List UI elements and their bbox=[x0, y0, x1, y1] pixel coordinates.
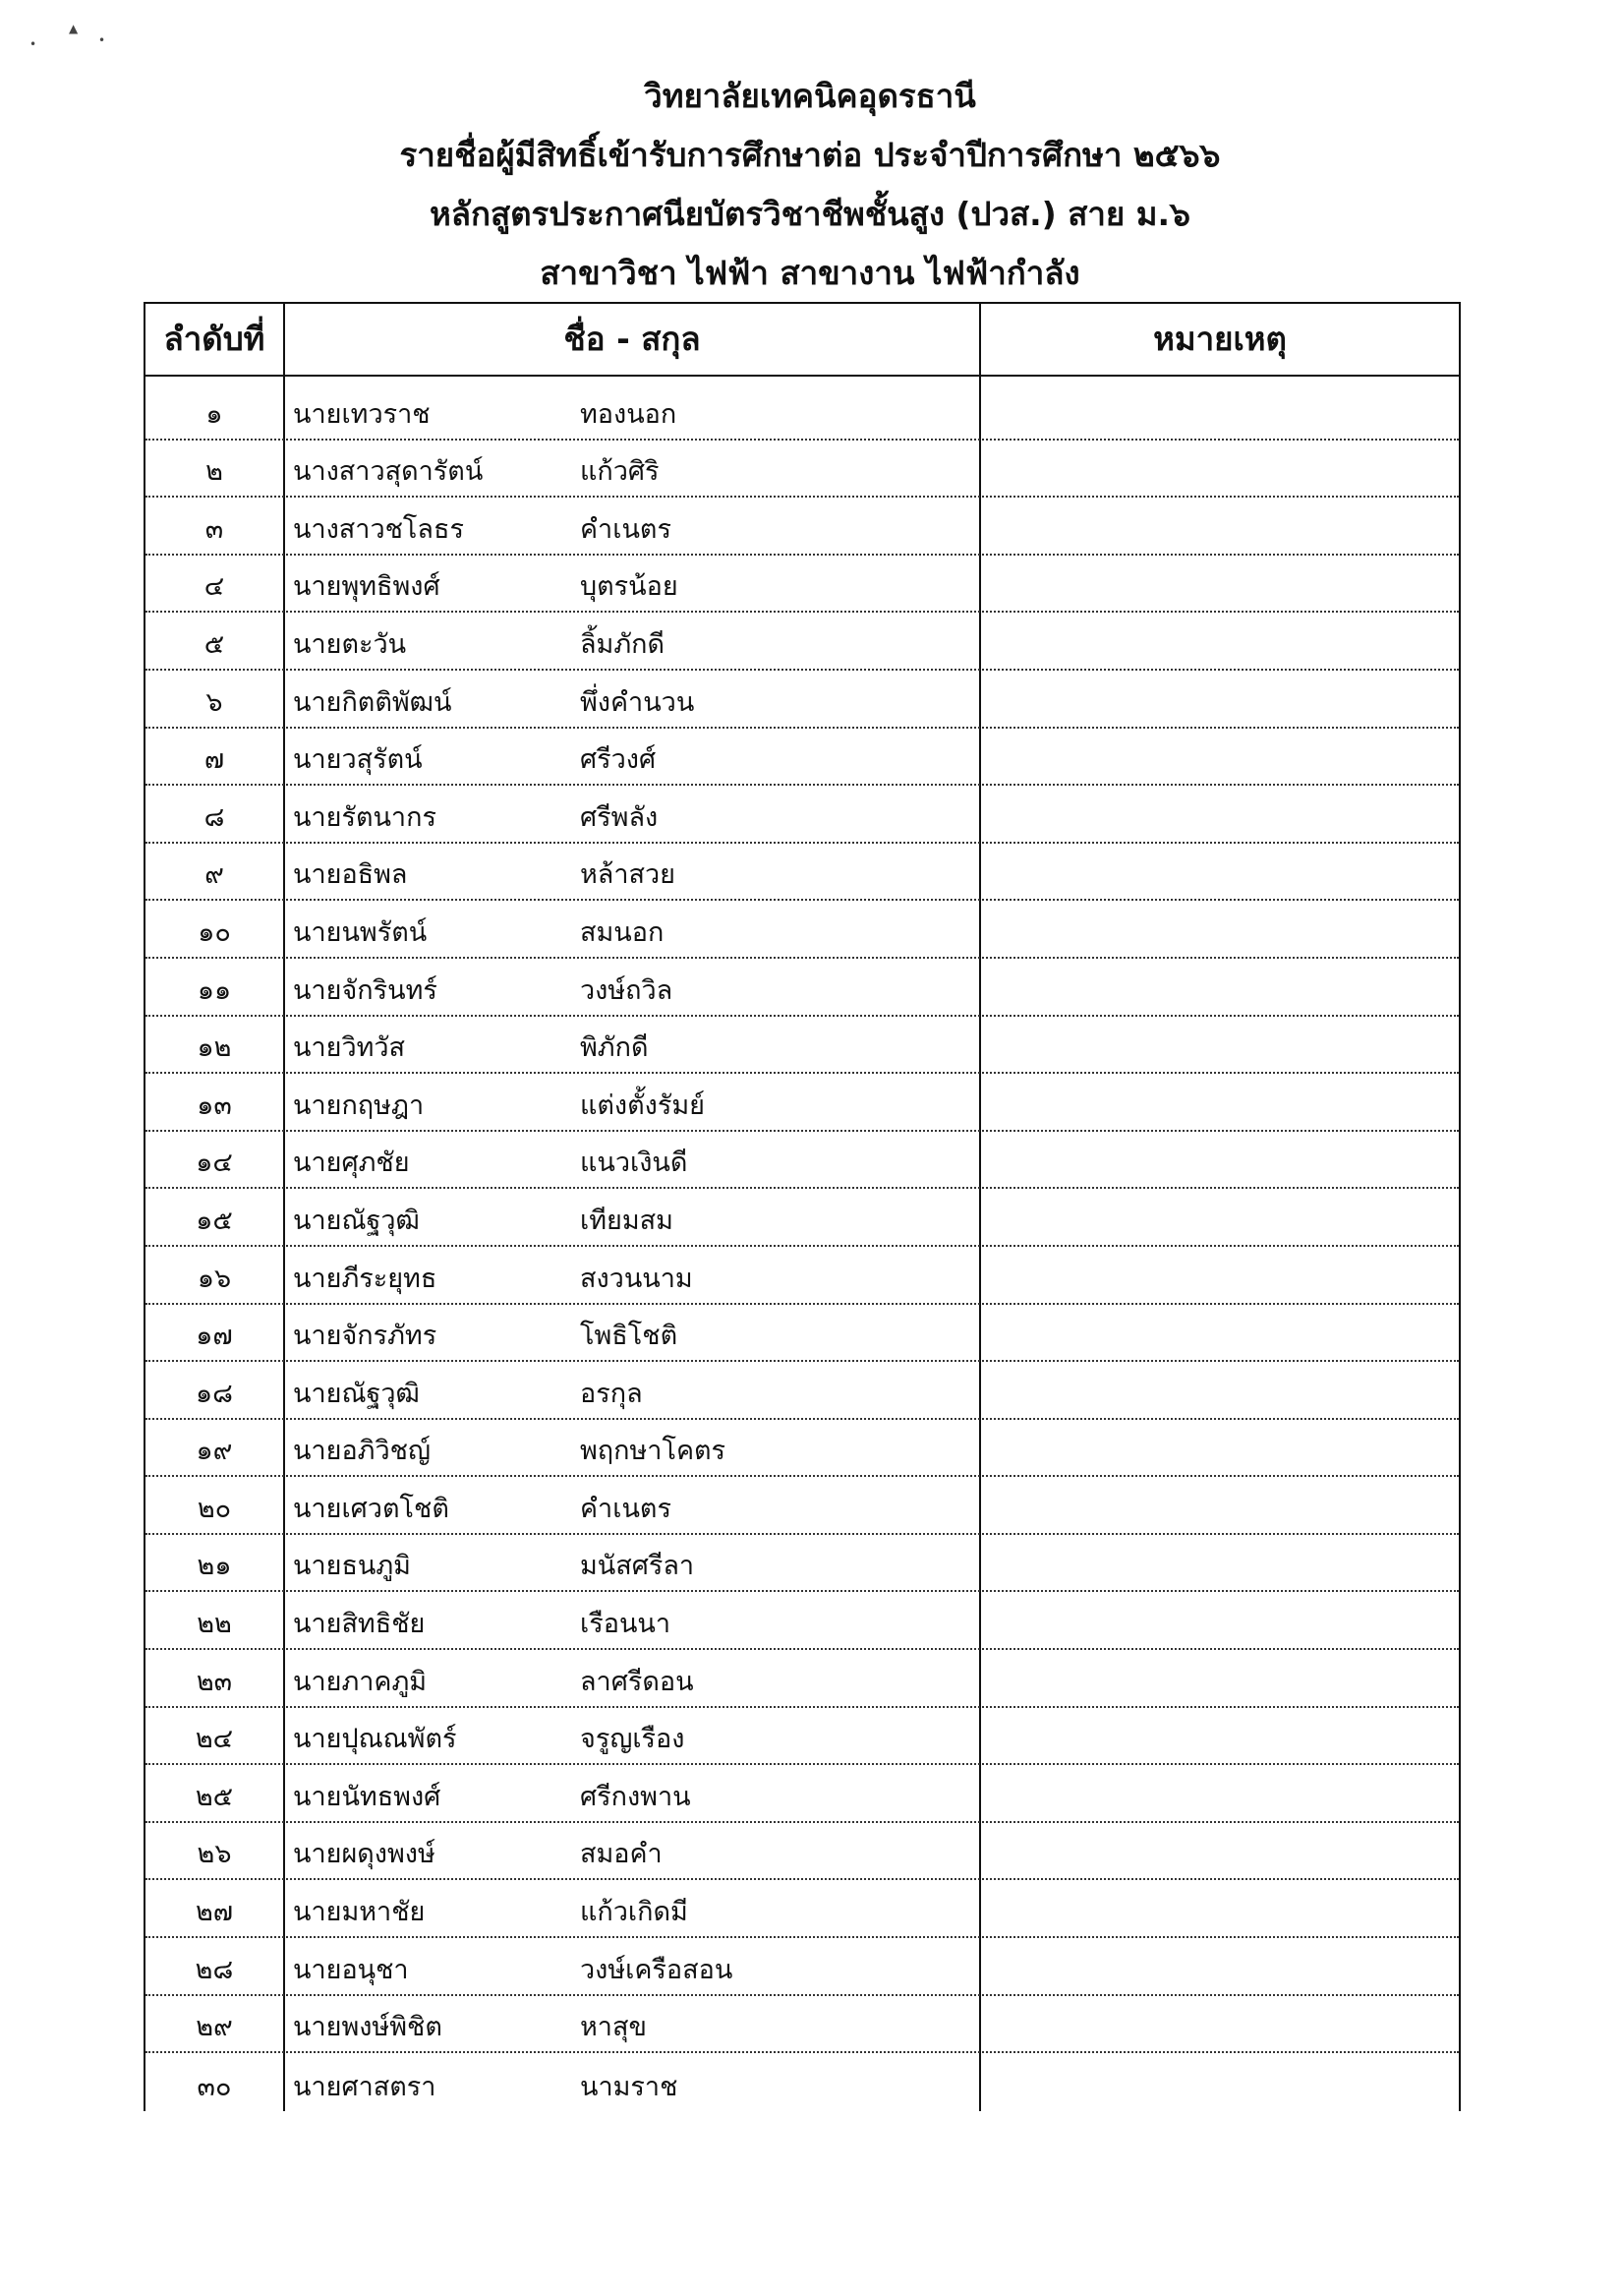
row-first-name: นายตะวัน bbox=[293, 628, 407, 660]
row-number: ๒๑ bbox=[197, 1551, 232, 1582]
row-first-name: นายณัฐวุฒิ bbox=[293, 1205, 420, 1236]
row-last-name: โพธิโชติ bbox=[580, 1321, 678, 1352]
row-last-name: พฤกษาโคตร bbox=[580, 1436, 726, 1467]
row-number: ๒ bbox=[205, 456, 223, 488]
table-row bbox=[145, 1362, 1459, 1420]
row-last-name: เรือนนา bbox=[580, 1609, 671, 1640]
row-number: ๑๑ bbox=[197, 974, 232, 1006]
row-number: ๔ bbox=[203, 571, 225, 603]
table-row bbox=[145, 1996, 1459, 2054]
row-first-name: นายนัทธพงศ์ bbox=[293, 1781, 441, 1812]
table-row bbox=[145, 1189, 1459, 1247]
row-number: ๒๐ bbox=[197, 1493, 232, 1524]
header-name: ชื่อ - สกุล bbox=[563, 320, 701, 358]
row-first-name: นายจักรินทร์ bbox=[293, 974, 437, 1006]
table-row bbox=[145, 1765, 1459, 1823]
table-row bbox=[145, 959, 1459, 1017]
row-number: ๒๗ bbox=[195, 1897, 234, 1928]
document-header bbox=[0, 67, 1620, 303]
row-first-name: นายณัฐวุฒิ bbox=[293, 1378, 420, 1409]
row-last-name: วงษ์ถวิล bbox=[580, 974, 673, 1006]
row-number: ๓๐ bbox=[197, 2071, 232, 2102]
row-number: ๑๕ bbox=[196, 1205, 233, 1236]
row-last-name: อรกุล bbox=[580, 1378, 643, 1409]
header-number: ลำดับที่ bbox=[163, 320, 265, 358]
table-row bbox=[145, 383, 1459, 441]
roster-table bbox=[144, 302, 1461, 2111]
table-row bbox=[145, 1477, 1459, 1535]
table-row bbox=[145, 786, 1459, 844]
row-first-name: นายวิทวัส bbox=[293, 1032, 406, 1064]
row-first-name: นายนพรัตน์ bbox=[293, 916, 428, 948]
row-number: ๑๙ bbox=[196, 1436, 233, 1467]
row-first-name: นางสาวชโลธร bbox=[293, 513, 464, 545]
scan-speck: • bbox=[98, 33, 106, 47]
table-row bbox=[145, 1650, 1459, 1708]
row-first-name: นายกฤษฎา bbox=[293, 1089, 425, 1121]
row-last-name: ศรีกงพาน bbox=[580, 1781, 691, 1812]
table-row bbox=[145, 1247, 1459, 1305]
row-number: ๒๔ bbox=[195, 1724, 234, 1755]
row-number: ๒๘ bbox=[195, 1954, 234, 1985]
row-number: ๑๘ bbox=[196, 1378, 233, 1409]
table-row bbox=[145, 1017, 1459, 1075]
row-last-name: เทียมสม bbox=[580, 1205, 673, 1236]
table-row bbox=[145, 1132, 1459, 1190]
row-first-name: นายมหาชัย bbox=[293, 1897, 426, 1928]
table-row bbox=[145, 1535, 1459, 1593]
row-number: ๑๔ bbox=[196, 1148, 233, 1179]
table-row bbox=[145, 671, 1459, 729]
row-number: ๑๓ bbox=[197, 1089, 232, 1121]
row-number: ๒๓ bbox=[196, 1666, 233, 1697]
row-first-name: นายพงษ์พิชิต bbox=[293, 2012, 442, 2043]
row-first-name: นายเศวตโชติ bbox=[293, 1493, 449, 1524]
row-last-name: ศรีพลัง bbox=[580, 801, 659, 833]
row-last-name: จรูญเรือง bbox=[580, 1724, 685, 1755]
college-name: วิทยาลัยเทคนิคอุดรธานี bbox=[644, 77, 976, 115]
table-row bbox=[145, 441, 1459, 499]
row-last-name: แก้วศิริ bbox=[580, 456, 660, 488]
row-number: ๑๗ bbox=[196, 1321, 233, 1352]
row-number: ๓ bbox=[204, 513, 224, 545]
program-title: หลักสูตรประกาศนียบัตรวิชาชีพชั้นสูง (ปวส.) สาย ม.๖ bbox=[430, 195, 1190, 233]
row-last-name: พึ่งคำนวน bbox=[580, 686, 695, 718]
row-number: ๑๒ bbox=[197, 1032, 232, 1064]
row-last-name: สมอคำ bbox=[580, 1839, 663, 1870]
row-first-name: นายอนุชา bbox=[293, 1954, 409, 1985]
table-row bbox=[145, 1823, 1459, 1881]
table-row bbox=[145, 1592, 1459, 1650]
table-row bbox=[145, 901, 1459, 959]
row-last-name: สมนอก bbox=[580, 916, 665, 948]
row-first-name: นายผดุงพงษ์ bbox=[293, 1839, 435, 1870]
row-first-name: นายศุภชัย bbox=[293, 1148, 410, 1179]
table-row bbox=[145, 498, 1459, 556]
table-row bbox=[145, 1708, 1459, 1766]
table-row bbox=[145, 1305, 1459, 1363]
row-last-name: หาสุข bbox=[580, 2012, 647, 2043]
header-remark: หมายเหตุ bbox=[1153, 320, 1287, 358]
scan-speck: ▲ bbox=[69, 22, 79, 35]
row-last-name: ทองนอก bbox=[580, 398, 677, 430]
row-number: ๒๒ bbox=[197, 1609, 232, 1640]
row-last-name: บุตรน้อย bbox=[580, 571, 678, 603]
row-first-name: นายรัตนากร bbox=[293, 801, 436, 833]
row-number: ๖ bbox=[205, 686, 223, 718]
row-last-name: คำเนตร bbox=[580, 1493, 671, 1524]
scan-speck: • bbox=[29, 37, 37, 51]
row-last-name: สงวนนาม bbox=[580, 1263, 693, 1294]
table-body bbox=[145, 383, 1459, 2111]
row-first-name: นายพุทธิพงศ์ bbox=[293, 571, 440, 603]
table-row bbox=[145, 1938, 1459, 1996]
row-number: ๕ bbox=[203, 628, 225, 660]
row-first-name: นายอภิวิชญ์ bbox=[293, 1436, 431, 1467]
row-last-name: คำเนตร bbox=[580, 513, 671, 545]
table-row bbox=[145, 729, 1459, 787]
table-row bbox=[145, 556, 1459, 614]
row-number: ๒๙ bbox=[196, 2012, 233, 2043]
row-first-name: นายธนภูมิ bbox=[293, 1551, 411, 1582]
department-title: สาขาวิชา ไฟฟ้า สาขางาน ไฟฟ้ากำลัง bbox=[540, 254, 1080, 292]
row-number: ๑๖ bbox=[197, 1263, 232, 1294]
row-number: ๑ bbox=[205, 398, 223, 430]
row-last-name: พิภักดี bbox=[580, 1032, 649, 1064]
row-number: ๗ bbox=[203, 744, 225, 776]
row-first-name: นายภีระยุทธ bbox=[293, 1263, 437, 1294]
row-last-name: หล้าสวย bbox=[580, 859, 675, 891]
row-last-name: ลาศรีดอน bbox=[580, 1666, 694, 1697]
table-header-row bbox=[145, 304, 1459, 377]
row-number: ๘ bbox=[203, 801, 225, 833]
row-first-name: นายวสุรัตน์ bbox=[293, 744, 423, 776]
row-first-name: นายกิตติพัฒน์ bbox=[293, 686, 452, 718]
table-row bbox=[145, 844, 1459, 902]
table-row bbox=[145, 1880, 1459, 1938]
table-row bbox=[145, 1074, 1459, 1132]
row-first-name: นายเทวราช bbox=[293, 398, 431, 430]
row-first-name: นายปุณณพัตร์ bbox=[293, 1724, 457, 1755]
row-number: ๒๕ bbox=[195, 1781, 234, 1812]
row-last-name: ลิ้มภักดี bbox=[580, 628, 665, 660]
row-last-name: มนัสศรีลา bbox=[580, 1551, 695, 1582]
row-number: ๙ bbox=[204, 859, 224, 891]
table-row bbox=[145, 1420, 1459, 1478]
row-first-name: นายจักรภัทร bbox=[293, 1321, 437, 1352]
row-first-name: นายอธิพล bbox=[293, 859, 408, 891]
row-number: ๑๐ bbox=[198, 916, 231, 948]
list-title: รายชื่อผู้มีสิทธิ์เข้ารับการศึกษาต่อ ประจำปีการศึกษา ๒๕๖๖ bbox=[399, 136, 1221, 174]
table-row bbox=[145, 613, 1459, 671]
row-last-name: แนวเงินดี bbox=[580, 1148, 688, 1179]
row-last-name: วงษ์เครือสอน bbox=[580, 1954, 733, 1985]
row-last-name: ศรีวงศ์ bbox=[580, 744, 657, 776]
row-first-name: นายศาสตรา bbox=[293, 2071, 436, 2102]
row-first-name: นายสิทธิชัย bbox=[293, 1609, 426, 1640]
row-first-name: นายภาคภูมิ bbox=[293, 1666, 428, 1697]
table-row bbox=[145, 2053, 1459, 2111]
row-number: ๒๖ bbox=[197, 1839, 232, 1870]
row-last-name: แก้วเกิดมี bbox=[580, 1897, 688, 1928]
row-first-name: นางสาวสุดารัตน์ bbox=[293, 456, 484, 488]
row-last-name: แต่งตั้งรัมย์ bbox=[580, 1089, 705, 1121]
row-last-name: นามราช bbox=[580, 2071, 678, 2102]
